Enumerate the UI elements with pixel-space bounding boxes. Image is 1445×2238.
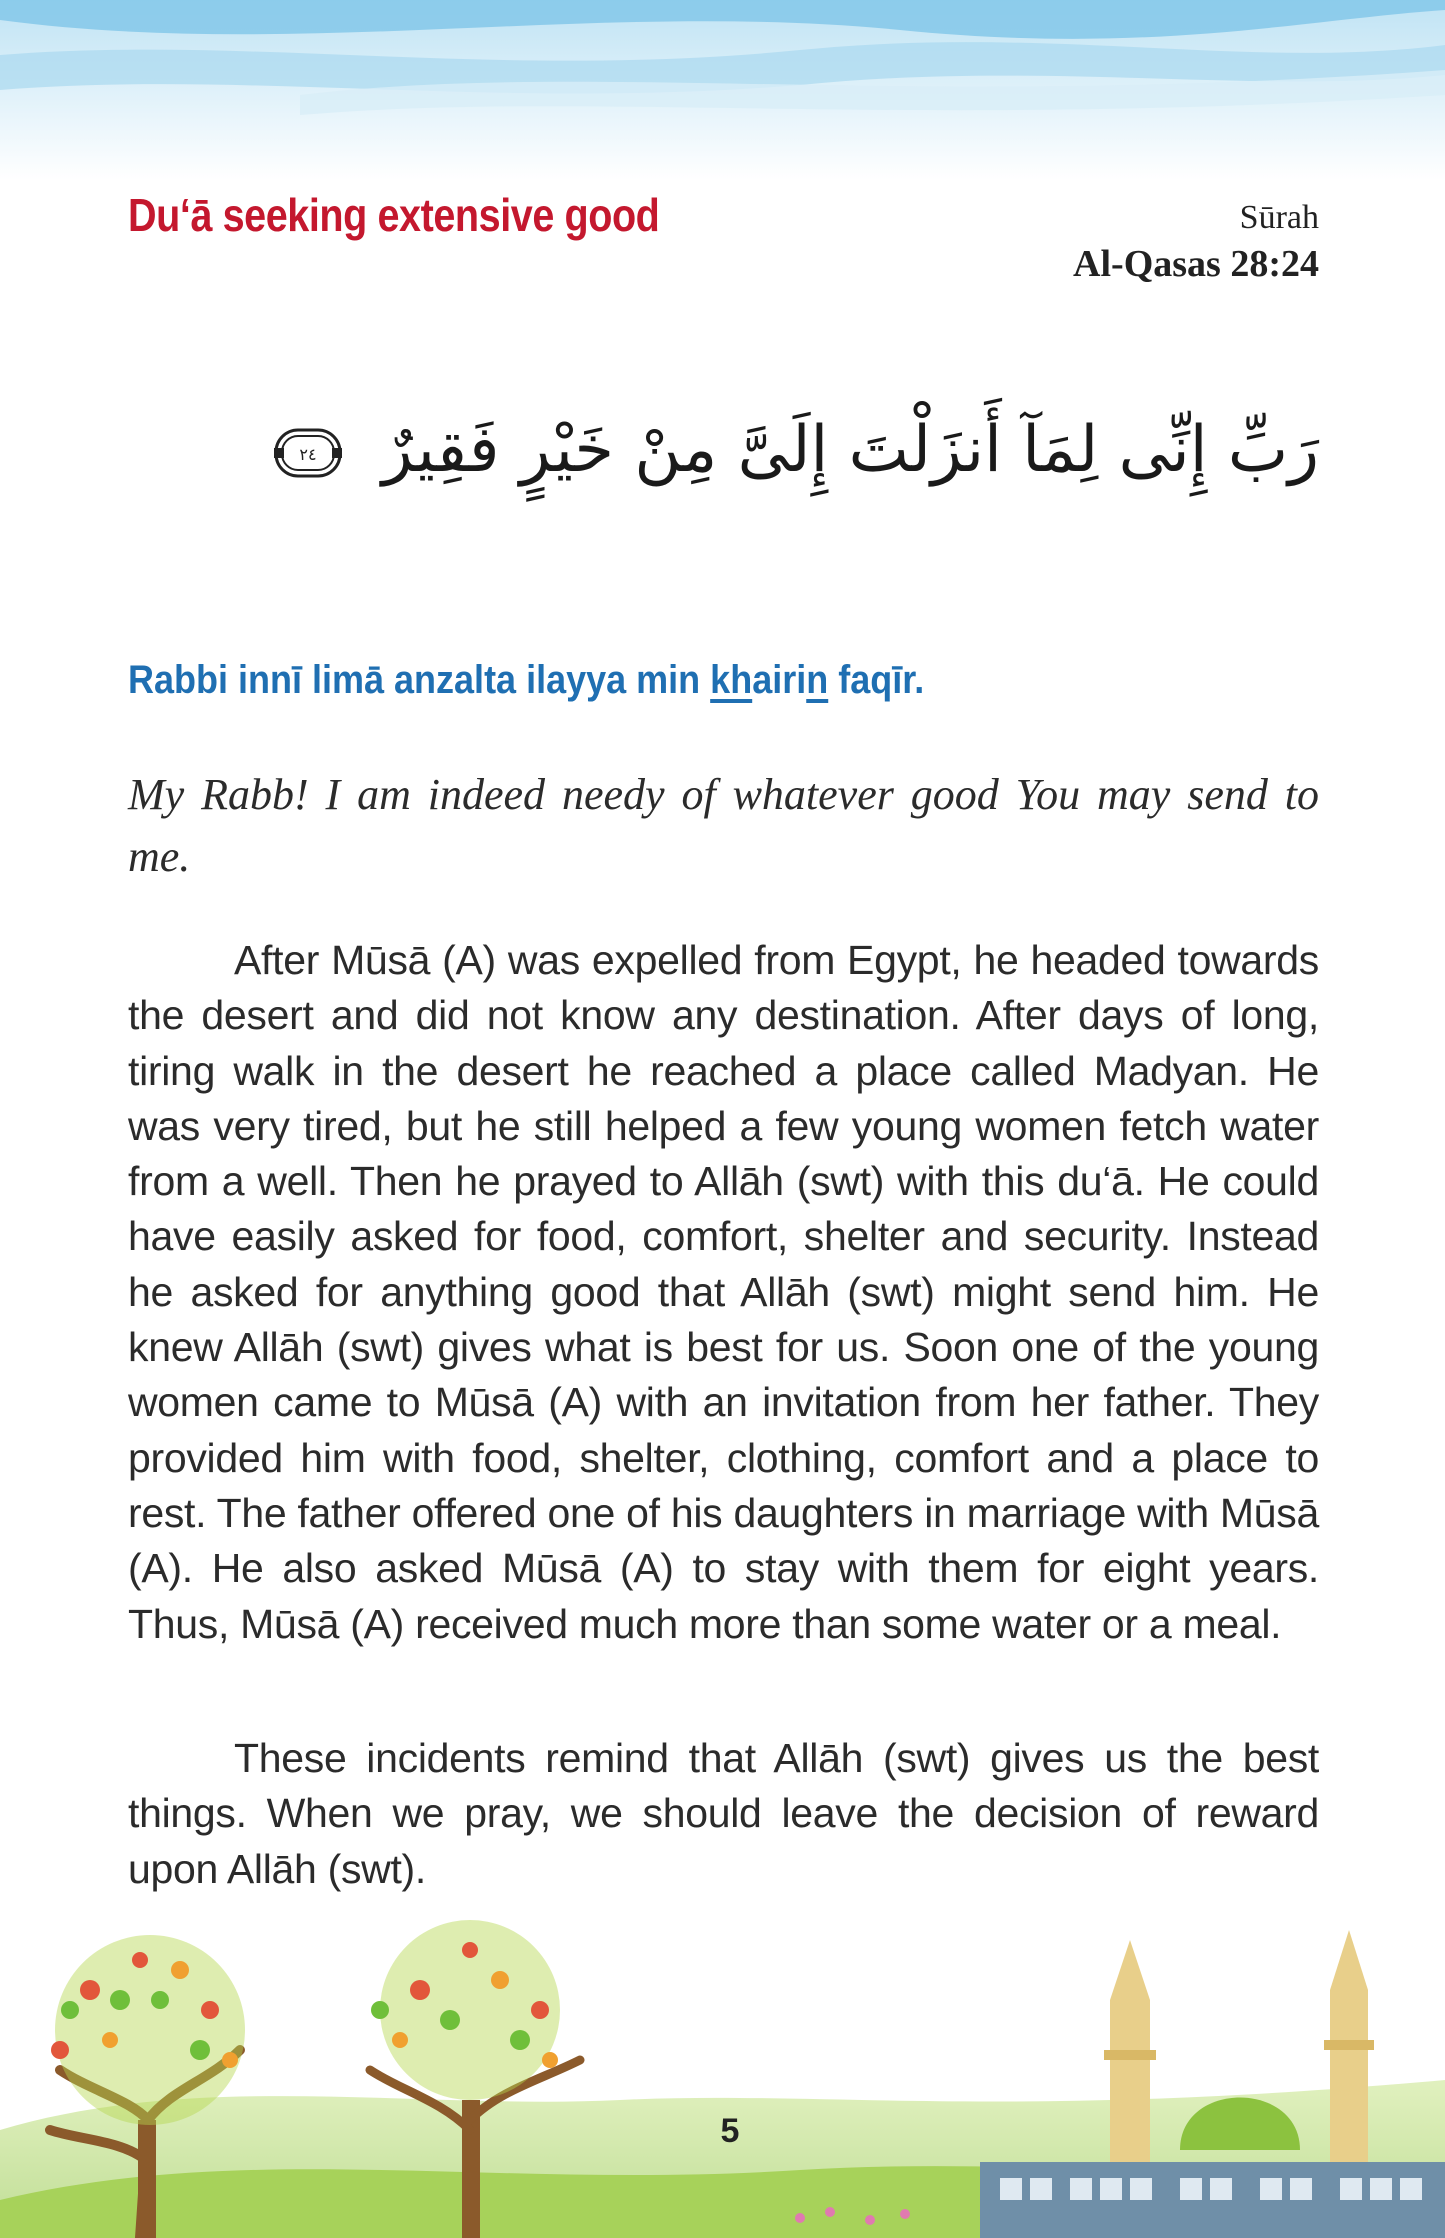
arabic-text: رَبِّ إِنِّى لِمَآ أَنزَلْتَ إِلَىَّ مِنْ خَيْرٍ فَقِيرٌ bbox=[381, 413, 1319, 487]
surah-label: Sūrah bbox=[1239, 199, 1319, 236]
translit-underlined: kh bbox=[710, 658, 753, 702]
body-paragraph: These incidents remind that Allāh (swt) gives us the best things. When we pray, we should leave the decision of reward upon Allāh (swt). bbox=[128, 1735, 1319, 1892]
body-paragraph: After Mūsā (A) was expelled from Egypt, he headed towards the desert and did not know any destination. After days of long, tiring walk in the desert he reached a place called Madyan. He was very tired, but he still helped a few young women fetch water from a well. Then he prayed to Allāh (swt) with this du‘ā. He could have easily asked for food, comfort, shelter and security. Instead he asked for anything good that Allāh (swt) might send him. He knew Allāh (swt) gives what is best for us. Soon one of the young women came to Mūsā (A) with an invitation from her father. They provided him with food, shelter, clothing, comfort and a place to rest. The father offered one of his daughters in marriage with Mūsā (A). He also asked Mūsā (A) to stay with them for eight years. Thus, Mūsā (A) received much more than some water or a meal. bbox=[128, 937, 1319, 1647]
page-title: Du‘ā seeking extensive good bbox=[128, 189, 660, 241]
translit-underlined: n bbox=[806, 658, 829, 702]
surah-verse: Al-Qasas 28:24 bbox=[1073, 243, 1319, 285]
footer-landscape-decoration bbox=[0, 1900, 1445, 2238]
translit-part: Rabbi innī limā anzalta ilayya min bbox=[128, 658, 711, 702]
header-sky-decoration bbox=[0, 0, 1445, 180]
arabic-verse bbox=[128, 400, 1319, 500]
translation: My Rabb! I am indeed needy of whatever good You may send to me. bbox=[128, 770, 1319, 881]
transliteration bbox=[128, 658, 1200, 703]
mosque-icon bbox=[980, 1930, 1445, 2238]
surah-reference bbox=[1073, 196, 1319, 288]
page-number: 5 bbox=[720, 2112, 740, 2150]
ayah-marker-icon bbox=[272, 424, 344, 482]
ayah-number: ٢٤ bbox=[298, 445, 317, 465]
translit-part: airi bbox=[752, 658, 807, 702]
translit-part: faqīr. bbox=[828, 658, 925, 702]
